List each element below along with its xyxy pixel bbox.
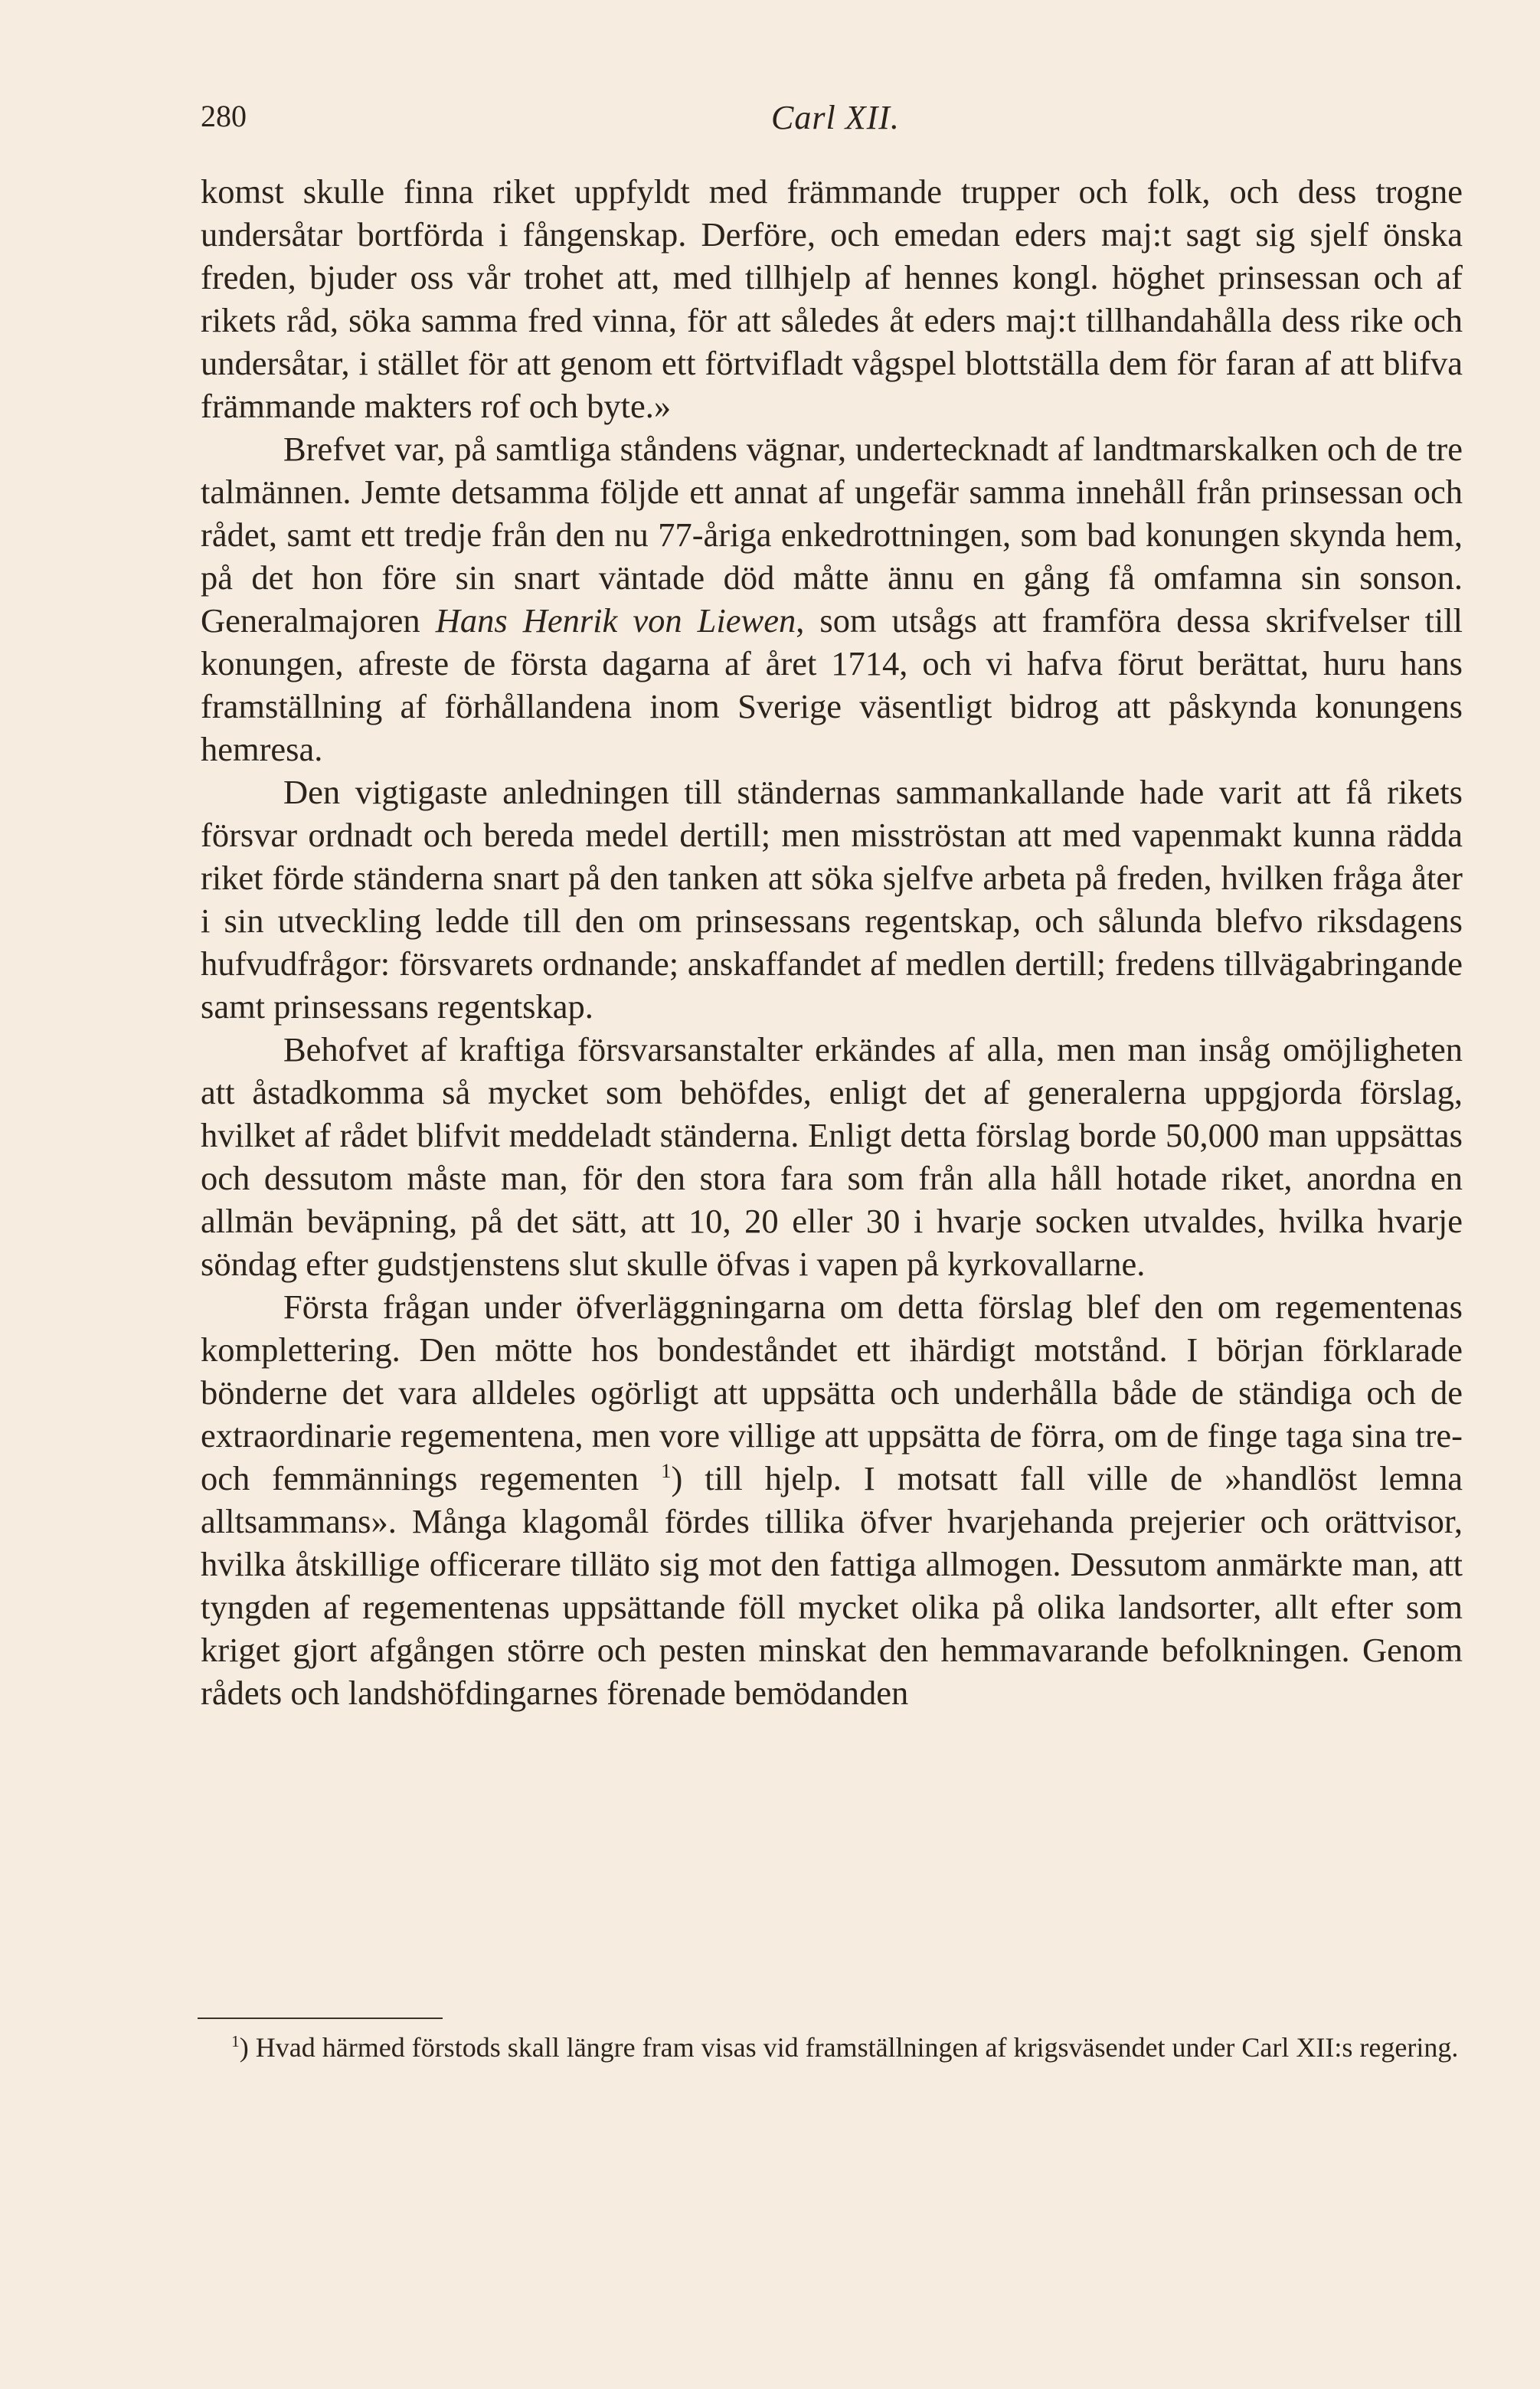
running-head: Carl XII. [771,99,900,136]
footnote-text: ) Hvad härmed förstods skall längre fram visas vid framställningen af krigsväsendet under Carl XII:s regering. [239,2032,1459,2063]
footnote-reference: 1 [661,1459,672,1483]
footnote-paragraph [201,2030,1463,2065]
paragraph [201,170,1463,427]
footnote [201,2030,1463,2065]
paragraph [201,1285,1463,1714]
paragraph-text: Brefvet var, på samtliga ståndens vägnar, undertecknadt af landtmarskalken och de tre talmännen. Jemte detsamma följde ett annat af ungefär samma innehåll från prinsessan och rådet, samt ett tredje från den nu 77-åriga enkedrottningen, som bad konungen skynda hem, på det hon före sin snart väntade död måtte ännu en gång få omfamna sin sonson. Generalmajoren [201,430,1463,640]
paragraph-text: Den vigtigaste anledningen till ständernas sammankallande hade varit att få rikets försvar ordnadt och bereda medel dertill; men misströstan att med vapenmakt kunna rädda riket förde ständerna snart på den tanken att söka sjelfve arbeta på freden, hvilken fråga åter i sin utveckling ledde till den om prinsessans regentskap, och sålunda blefvo riksdagens hufvudfrågor: försvarets ordnande; anskaffandet af medlen dertill; fredens tillvägabringande samt prinsessans regentskap. [201,773,1463,1026]
paragraph-text: ) till hjelp. I motsatt fall ville de »handlöst lemna alltsammans». Många klagomål fördes tillika öfver hvarjehanda prejerier och orättvisor, hvilka åtskillige officerare tilläto sig mot den fattiga allmogen. Dessutom anmärkte man, att tyngden af regementenas uppsättande föll mycket olika på olika landsorter, allt efter som kriget gjort afgången större och pesten minskat den hemmavarande befolkningen. Genom rådets och landshöfdingarnes förenade bemödanden [201,1459,1463,1712]
footnote-divider [198,2018,443,2019]
paragraph-text: , som utsågs att framföra dessa skrifvelser till konungen, afreste de första dagarna af året 1714, och vi hafva förut berättat, huru hans framställning af förhållandena inom Sverige väsentligt bidrog att påskynda konungens hemresa. [201,601,1463,768]
footnote-mark: 1 [231,2032,240,2050]
person-name-emphasis: Hans Henrik von Liewen [435,601,796,640]
page-header [201,98,1448,152]
paragraph-text: komst skulle finna riket uppfyldt med främmande trupper och folk, och dess trogne undersåtar bortförda i fångenskap. Derföre, och emedan eders maj:t sagt sig sjelf önska freden, bjuder oss vår trohet att, med tillhjelp af hennes kongl. höghet prinsessan och af rikets råd, söka samma fred vinna, för att således åt eders maj:t tillhandahålla dess rike och undersåtar, i stället för att genom ett förtvifladt vågspel blottställa dem för faran af att blifva främmande makters rof och byte.» [201,172,1463,425]
paragraph-text: Behofvet af kraftiga försvarsanstalter erkändes af alla, men man insåg omöjligheten att åstadkomma så mycket som behöfdes, enligt det af generalerna uppgjorda förslag, hvilket af rådet blifvit meddeladt ständerna. Enligt detta förslag borde 50,000 man uppsättas och dessutom måste man, för den stora fara som från alla håll hotade riket, anordna en allmän beväpning, på det sätt, att 10, 20 eller 30 i hvarje socken utvaldes, hvilka hvarje söndag efter gudstjenstens slut skulle öfvas i vapen på kyrkovallarne. [201,1030,1463,1283]
body-text [201,170,1463,1714]
paragraph [201,1028,1463,1285]
paragraph [201,771,1463,1028]
paragraph-text: Första frågan under öfverläggningarna om detta förslag blef den om regementenas komplettering. Den mötte hos bondeståndet ett ihärdigt motstånd. I början förklarade bönderne det vara alldeles ogörligt att uppsätta och underhålla både de ständiga och de extraordinarie regementena, men vore villige att uppsätta de förra, om de finge taga sina tre- och femmännings regementen [201,1288,1463,1497]
page-number: 280 [201,99,247,133]
paragraph [201,427,1463,771]
